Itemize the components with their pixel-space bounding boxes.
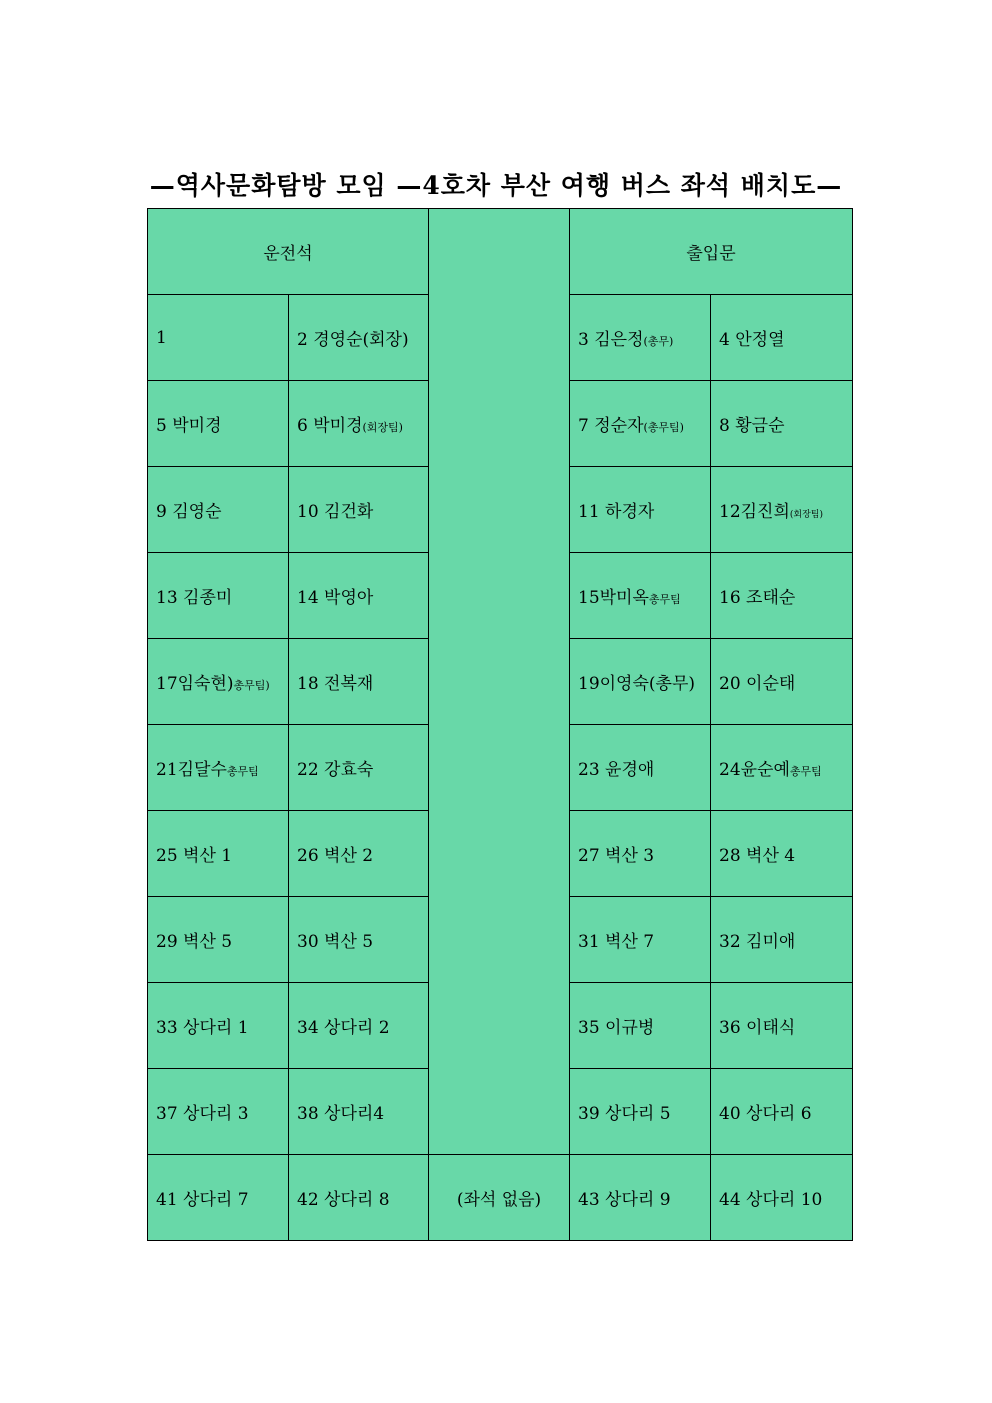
seat-label: 18 전복재	[297, 674, 374, 694]
seat-cell	[289, 1155, 429, 1241]
seat-label: 26 벽산 2	[297, 846, 374, 866]
seat-label: 8 황금순	[719, 416, 785, 436]
seat-label: 37 상다리 3	[156, 1104, 249, 1124]
seat-cell	[289, 381, 429, 467]
seat-cell	[289, 811, 429, 897]
seat-cell	[148, 983, 289, 1069]
seat-label: 10 김건화	[297, 502, 374, 522]
seat-label: 43 상다리 9	[578, 1190, 671, 1210]
seat-cell	[711, 639, 853, 725]
header-row	[148, 209, 853, 295]
seat-label: 40 상다리 6	[719, 1104, 812, 1124]
seat-cell	[570, 725, 711, 811]
seat-note: (총무팀)	[643, 421, 684, 434]
seat-label: 20 이순태	[719, 674, 796, 694]
seat-label: 38 상다리4	[297, 1104, 385, 1124]
seat-cell	[570, 467, 711, 553]
seat-cell	[570, 381, 711, 467]
seat-note: 총무팀	[789, 765, 822, 778]
seat-cell	[148, 897, 289, 983]
no-seat-cell: (좌석 없음)	[429, 1155, 570, 1241]
seat-cell	[148, 1155, 289, 1241]
seat-label: 13 김종미	[156, 588, 233, 608]
seat-cell	[289, 983, 429, 1069]
seat-label: 5 박미경	[156, 416, 222, 436]
seat-cell	[711, 467, 853, 553]
seat-label: 19이영숙(총무)	[578, 674, 696, 694]
seat-row-last	[148, 1155, 853, 1241]
seat-cell	[570, 811, 711, 897]
seat-cell	[148, 725, 289, 811]
seat-label: 6 박미경	[297, 416, 363, 436]
seat-cell	[711, 1069, 853, 1155]
seat-note: 총무팀	[226, 765, 259, 778]
aisle-cell	[429, 209, 570, 1155]
seat-label: 44 상다리 10	[719, 1190, 823, 1210]
seat-label: 31 벽산 7	[578, 932, 655, 952]
seat-label: 29 벽산 5	[156, 932, 233, 952]
page-title: —역사문화탐방 모임 —4호차 부산 여행 버스 좌석 배치도—	[149, 171, 843, 200]
seat-label: 1	[156, 327, 167, 348]
seat-cell	[711, 897, 853, 983]
seat-cell	[570, 897, 711, 983]
seat-label: 33 상다리 1	[156, 1018, 249, 1038]
seat-cell	[148, 639, 289, 725]
seat-label: 32 김미애	[719, 932, 796, 952]
seat-label: 16 조태순	[719, 588, 796, 608]
seat-label: 28 벽산 4	[719, 846, 796, 866]
seat-label: 14 박영아	[297, 588, 374, 608]
seat-cell	[289, 1069, 429, 1155]
seat-cell	[711, 1155, 853, 1241]
seat-label: 27 벽산 3	[578, 846, 655, 866]
seat-label: 24윤순예	[719, 760, 790, 780]
seat-label: 41 상다리 7	[156, 1190, 249, 1210]
seat-cell	[570, 1069, 711, 1155]
seat-label: 23 윤경애	[578, 760, 655, 780]
seat-label: 9 김영순	[156, 502, 222, 522]
seat-cell	[148, 381, 289, 467]
seat-cell	[148, 467, 289, 553]
seat-label: 21김달수	[156, 760, 227, 780]
seat-label: 17임숙현)	[156, 674, 234, 694]
seat-cell	[289, 639, 429, 725]
seat-note: (회장팀)	[362, 421, 403, 434]
seat-note: (회장팀)	[789, 510, 824, 520]
seat-cell	[711, 295, 853, 381]
seat-cell	[711, 983, 853, 1069]
seat-label: 36 이태식	[719, 1018, 796, 1038]
seat-note: 총무팀	[648, 593, 681, 606]
seat-label: 15박미옥	[578, 588, 649, 608]
driver-seat-cell: 운전석	[148, 209, 429, 295]
seat-label: 11 하경자	[578, 502, 655, 522]
seat-label: 12김진희	[719, 502, 790, 522]
seat-label: 35 이규병	[578, 1018, 655, 1038]
seat-label: 2 경영순(회장)	[297, 330, 409, 350]
seat-cell	[711, 725, 853, 811]
seat-chart-table	[147, 208, 853, 1241]
seat-cell	[570, 295, 711, 381]
seat-cell	[570, 983, 711, 1069]
seat-cell	[570, 639, 711, 725]
seat-cell	[289, 467, 429, 553]
seat-label: 39 상다리 5	[578, 1104, 671, 1124]
seat-cell	[289, 897, 429, 983]
seat-label: 3 김은정	[578, 330, 644, 350]
seat-cell	[570, 553, 711, 639]
seat-cell	[711, 381, 853, 467]
seat-cell	[148, 1069, 289, 1155]
seat-cell	[148, 811, 289, 897]
seat-cell	[289, 295, 429, 381]
seat-cell	[148, 295, 289, 381]
seat-cell	[289, 725, 429, 811]
entrance-door-cell: 출입문	[570, 209, 853, 295]
seat-cell	[148, 553, 289, 639]
seat-label: 30 벽산 5	[297, 932, 374, 952]
seat-label: 4 안정열	[719, 330, 785, 350]
seat-label: 25 벽산 1	[156, 846, 233, 866]
seat-label: 7 정순자	[578, 416, 644, 436]
seat-cell	[711, 553, 853, 639]
seat-note: (총무)	[643, 335, 674, 348]
seat-cell	[711, 811, 853, 897]
seat-cell	[570, 1155, 711, 1241]
seat-label: 42 상다리 8	[297, 1190, 390, 1210]
seat-label: 22 강효숙	[297, 760, 374, 780]
seat-cell	[289, 553, 429, 639]
seat-label: 34 상다리 2	[297, 1018, 390, 1038]
seat-note: 총무팀)	[233, 679, 270, 692]
